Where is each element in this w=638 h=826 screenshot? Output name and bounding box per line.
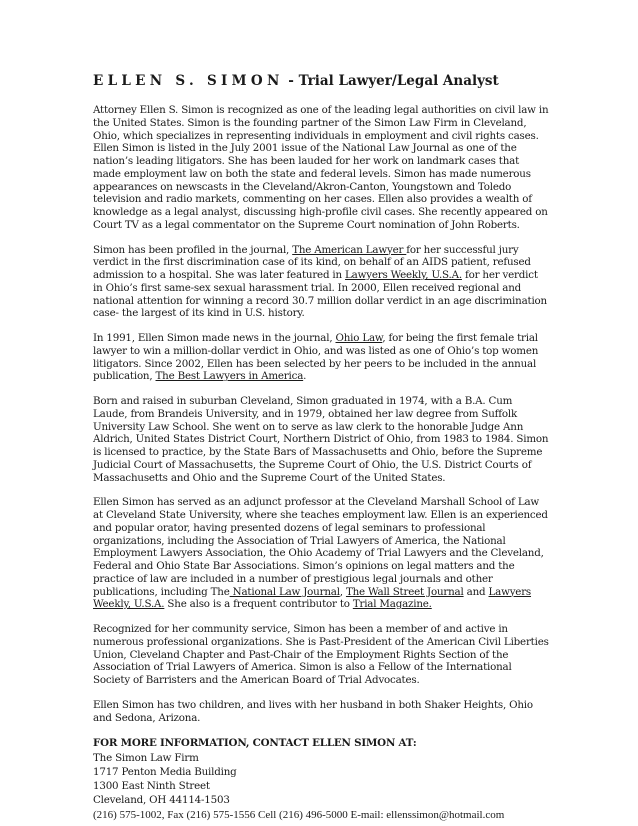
paragraph-teaching [93, 496, 549, 611]
p2-text-c: for her successful jury verdict in the first discrimination case of its kind, on behalf of an AIDS patient, refused admission to a hospital. She was later featured in [93, 243, 531, 281]
paragraph-intro: Attorney Ellen S. Simon is recognized as one of the leading legal authorities on civil law in the United States. Simon is the founding partner of the Simon Law Firm in Cleveland, Ohio, which specializes in representing individuals in employment and civil rights cases. Ellen Simon is listed in the July 2001 issue of the National Law Journal as one of the nation’s leading litigators. She has been lauded for her work on landmark cases that made employment law on both the state and federal levels. Simon has made numerous appearances on newscasts in the Cleveland/Akron-Canton, Youngstown and Toledo television and radio markets, commenting on her cases. Ellen also provides a wealth of knowledge as a legal analyst, discussing high-profile civil cases. She recently appeared on Court TV as a legal commentator on the Supreme Court nomination of John Roberts. [93, 104, 549, 231]
p5-text-g: She also is a frequent contributor to [164, 598, 353, 611]
title-suffix: - Trial Lawyer/Legal Analyst [283, 73, 499, 89]
p3-text-a: In 1991, Ellen Simon made news in the journal, [93, 332, 336, 344]
p2-text-e: for her verdict in Ohio’s first same-sex sexual harassment trial. In 2000, Ellen received regional and national attention for winning a record 30.7 million dollar verdict in an age discrimination case- the largest of its kind in U.S. history. [93, 269, 547, 320]
trial-magazine-ref: Trial Magazine. [352, 598, 432, 611]
ohio-law-ref: Ohio Law [335, 332, 383, 344]
p3-text-e: . [303, 370, 307, 383]
p5-text-e: and [463, 585, 489, 598]
paragraph-community: Recognized for her community service, Simon has been a member of and active in numerous professional organizations. She is Past-President of the American Civil Liberties Union, Cleveland Chapter and Past-Chair of the Employment Rights Section of the Association of Trial Lawyers of America. Simon is also a Fellow of the International Society of Barristers and the American Board of Trial Advocates. [93, 623, 549, 686]
title-name: ELLEN S. SIMON [93, 73, 284, 89]
national-law-journal-ref: National Law Journal [229, 585, 340, 598]
document-page [93, 72, 549, 822]
page-title [93, 72, 549, 90]
paragraph-education: Born and raised in suburban Cleveland, Simon graduated in 1974, with a B.A. Cum Laude, from Brandeis University, and in 1979, obtained her law degree from Suffolk University Law School. She went on to serve as law clerk to the honorable Judge Ann Aldrich, United States District Court, Northern District of Ohio, from 1983 to 1984. Simon is licensed to practice, by the State Bars of Massachusetts and Ohio, before the Supreme Judicial Court of Massachusetts, the Supreme Court of Ohio, the U.S. District Courts of Massachusetts and Ohio and the Supreme Court of the United States. [93, 395, 549, 484]
lawyers-weekly-ref: Lawyers Weekly, U.S.A. [345, 269, 462, 281]
wall-street-journal-ref: The Wall Street Journal [345, 585, 464, 598]
contact-city: Cleveland, OH 44114-1503 [93, 794, 230, 807]
p5-text-c: , [339, 585, 346, 598]
paragraph-profiles [93, 244, 549, 321]
contact-phones: (216) 575-1002, Fax (216) 575-1556 Cell (216) 496-5000 E-mail: ellenssimon@hotmail.com [93, 808, 505, 821]
contact-firm: The Simon Law Firm [93, 751, 199, 764]
p2-text-a: Simon has been profiled in the journal, [93, 243, 293, 256]
p3-text-c: , for being the first female trial lawyer to win a million-dollar verdict in Ohio, and was listed as one of Ohio’s top women litigators. Since 2002, Ellen has been selected by her peers to be included in the annual publication, [93, 332, 539, 383]
paragraph-family: Ellen Simon has two children, and lives with her husband in both Shaker Heights, Ohio and Sedona, Arizona. [93, 698, 533, 724]
american-lawyer-ref: The American Lawyer [292, 243, 407, 256]
paragraph-ohio-law [93, 332, 549, 383]
contact-building: 1717 Penton Media Building [93, 765, 237, 778]
best-lawyers-ref: The Best Lawyers in America [155, 370, 304, 383]
p5-text-a: Ellen Simon has served as an adjunct professor at the Cleveland Marshall School of Law at Cleveland State University, where she teaches employment law. Ellen is an experienced and popular orator, having presented dozens of legal seminars to professional organizations, including the Association of Trial Lawyers of America, the National Employment Lawyers Association, the Ohio Academy of Trial Lawyers and the Cleveland, Federal and Ohio State Bar Associations. Simon’s opinions on legal matters and the practice of law are included in a number of prestigious legal journals and other publications, including The [93, 496, 548, 598]
contact-street: 1300 East Ninth Street [93, 780, 210, 793]
contact-heading: FOR MORE INFORMATION, CONTACT ELLEN SIMON AT: [93, 737, 417, 750]
contact-block [93, 736, 549, 822]
lawyers-weekly-ref-2: Lawyers Weekly, U.S.A. [93, 585, 532, 611]
